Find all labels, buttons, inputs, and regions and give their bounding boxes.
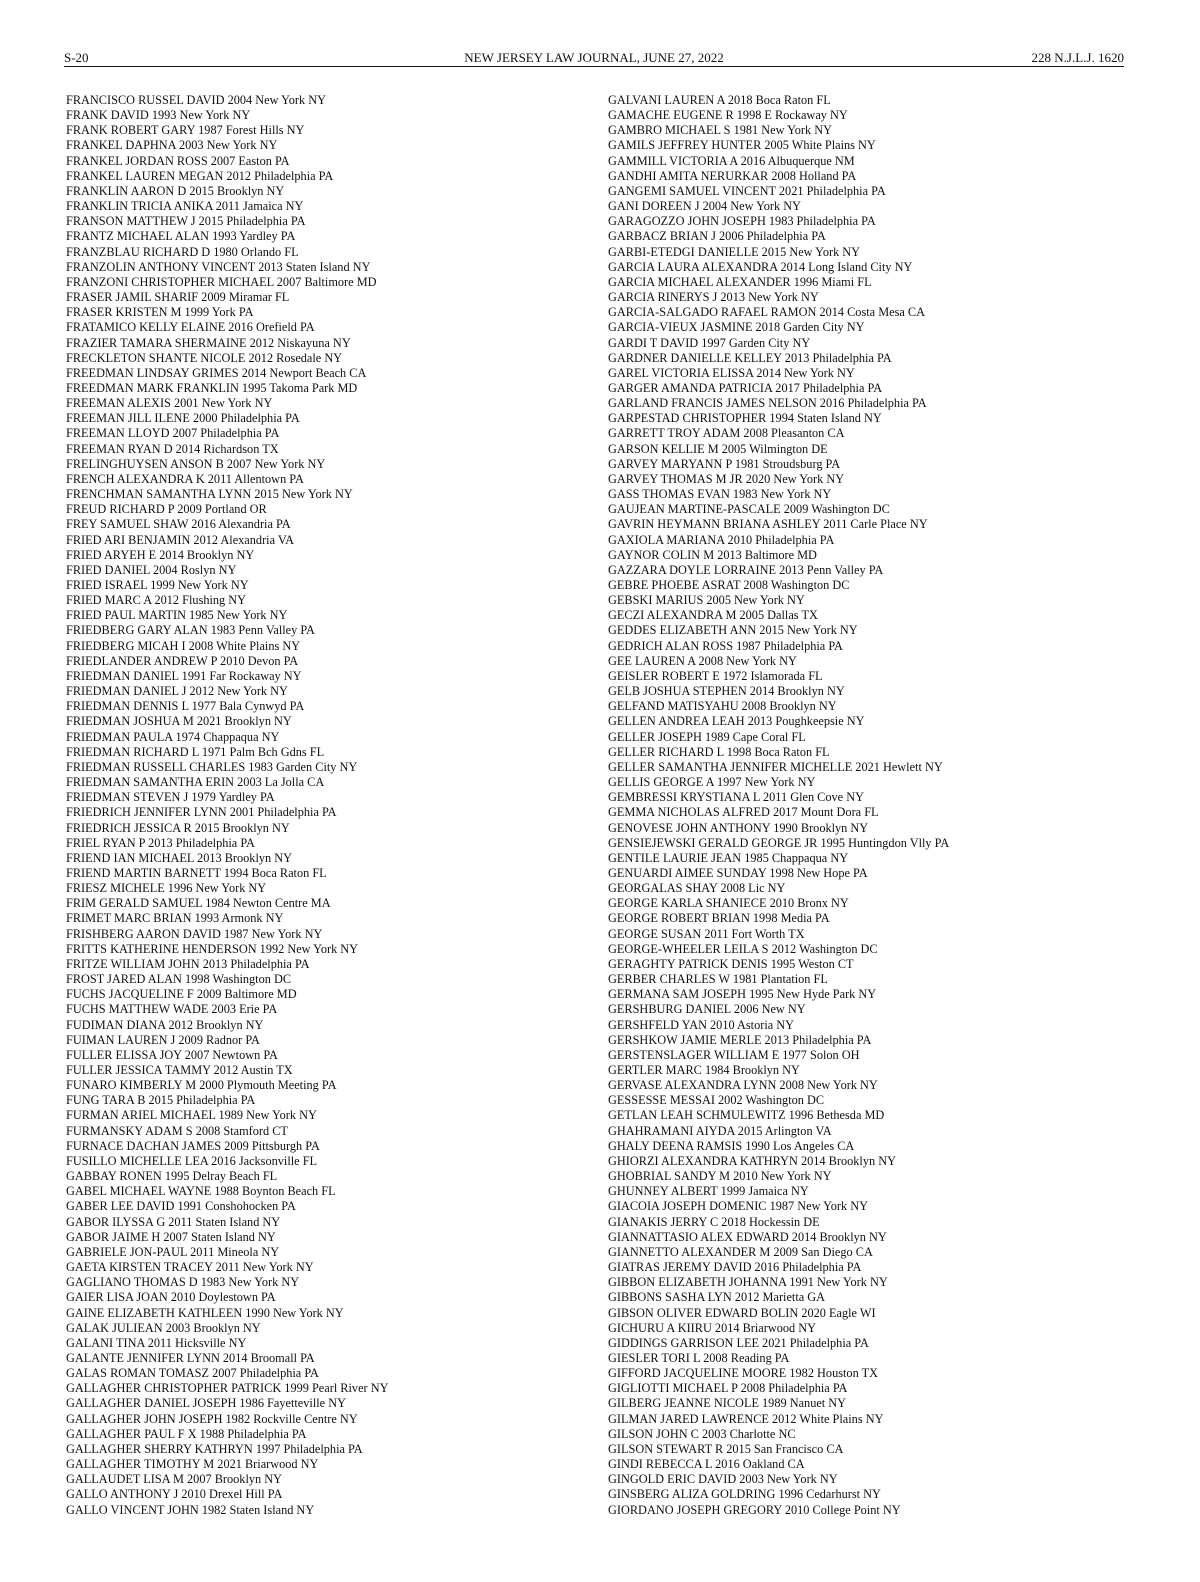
- attorney-entry: FREEDMAN MARK FRANKLIN 1995 Takoma Park MD: [66, 380, 358, 395]
- attorney-entry: FREEDMAN LINDSAY GRIMES 2014 Newport Beach CA: [66, 365, 367, 380]
- attorney-entry: GALLO VINCENT JOHN 1982 Staten Island NY: [66, 1502, 315, 1517]
- attorney-entry: GENUARDI AIMEE SUNDAY 1998 New Hope PA: [608, 865, 868, 880]
- attorney-entry: FRISHBERG AARON DAVID 1987 New York NY: [66, 926, 323, 941]
- attorney-entry: GAMACHE EUGENE R 1998 E Rockaway NY: [608, 108, 848, 123]
- attorney-entry: GALANI TINA 2011 Hicksville NY: [66, 1335, 247, 1350]
- attorney-entry: GELFAND MATISYAHU 2008 Brooklyn NY: [608, 699, 837, 714]
- attorney-entry: GIBBON ELIZABETH JOHANNA 1991 New York NY: [608, 1275, 888, 1290]
- attorney-entry: FRIEDMAN RICHARD L 1971 Palm Bch Gdns FL: [66, 744, 325, 759]
- attorney-entry: GELLEN ANDREA LEAH 2013 Poughkeepsie NY: [608, 714, 865, 729]
- attorney-entry: GAXIOLA MARIANA 2010 Philadelphia PA: [608, 532, 835, 547]
- attorney-entry: GIATRAS JEREMY DAVID 2016 Philadelphia PA: [608, 1260, 862, 1275]
- attorney-entry: GILMAN JARED LAWRENCE 2012 White Plains NY: [608, 1411, 884, 1426]
- attorney-entry: FRANKEL LAUREN MEGAN 2012 Philadelphia PA: [66, 168, 334, 183]
- attorney-entry: GAGLIANO THOMAS D 1983 New York NY: [66, 1275, 300, 1290]
- attorney-entry: FRATAMICO KELLY ELAINE 2016 Orefield PA: [66, 320, 315, 335]
- attorney-entry: GEORGE-WHEELER LEILA S 2012 Washington DC: [608, 941, 878, 956]
- attorney-entry: FURMANSKY ADAM S 2008 Stamford CT: [66, 1123, 288, 1138]
- attorney-entry: FURNACE DACHAN JAMES 2009 Pittsburgh PA: [66, 1138, 320, 1153]
- attorney-entry: GIORDANO JOSEPH GREGORY 2010 College Point NY: [608, 1502, 901, 1517]
- attorney-entry: FRECKLETON SHANTE NICOLE 2012 Rosedale NY: [66, 350, 343, 365]
- attorney-entry: FRELINGHUYSEN ANSON B 2007 New York NY: [66, 456, 326, 471]
- attorney-entry: GEDDES ELIZABETH ANN 2015 New York NY: [608, 623, 858, 638]
- attorney-entry: FRIED DANIEL 2004 Roslyn NY: [66, 562, 237, 577]
- citation: 228 N.J.L.J. 1620: [1031, 50, 1124, 65]
- attorney-entry: FRIED MARC A 2012 Flushing NY: [66, 593, 247, 608]
- attorney-entry: FRIEDBERG GARY ALAN 1983 Penn Valley PA: [66, 623, 315, 638]
- attorney-entry: GERTLER MARC 1984 Brooklyn NY: [608, 1063, 800, 1077]
- attorney-entry: GERBER CHARLES W 1981 Plantation FL: [608, 972, 828, 987]
- attorney-entry: GANDHI AMITA NERURKAR 2008 Holland PA: [608, 168, 857, 183]
- attorney-entry: GIESLER TORI L 2008 Reading PA: [608, 1350, 790, 1365]
- attorney-entry: GELLER RICHARD L 1998 Boca Raton FL: [608, 744, 830, 759]
- attorney-entry: GIANNATTASIO ALEX EDWARD 2014 Brooklyn NY: [608, 1229, 887, 1244]
- attorney-entry: FRANSON MATTHEW J 2015 Philadelphia PA: [66, 214, 306, 229]
- right-column-list: [608, 93, 1128, 1518]
- publication-title: NEW JERSEY LAW JOURNAL, JUNE 27, 2022: [464, 50, 724, 65]
- attorney-entry: GEMMA NICHOLAS ALFRED 2017 Mount Dora FL: [608, 805, 879, 820]
- attorney-entry: FRASER JAMIL SHARIF 2009 Miramar FL: [66, 290, 290, 305]
- attorney-entry: GIFFORD JACQUELINE MOORE 1982 Houston TX: [608, 1366, 878, 1381]
- attorney-entry: FUNG TARA B 2015 Philadelphia PA: [66, 1093, 256, 1108]
- attorney-entry: FRIEDBERG MICAH I 2008 White Plains NY: [66, 638, 301, 653]
- attorney-entry: FRENCH ALEXANDRA K 2011 Allentown PA: [66, 471, 304, 486]
- attorney-entry: FRANKLIN AARON D 2015 Brooklyn NY: [66, 183, 285, 198]
- attorney-entry: GARBI-ETEDGI DANIELLE 2015 New York NY: [608, 244, 861, 259]
- attorney-entry: FRIEDRICH JESSICA R 2015 Brooklyn NY: [66, 820, 290, 835]
- attorney-entry: GABBAY RONEN 1995 Delray Beach FL: [66, 1169, 278, 1184]
- attorney-entry: FULLER JESSICA TAMMY 2012 Austin TX: [66, 1063, 293, 1077]
- attorney-entry: GALAK JULIEAN 2003 Brooklyn NY: [66, 1320, 261, 1335]
- attorney-entry: GINDI REBECCA L 2016 Oakland CA: [608, 1457, 805, 1472]
- attorney-entry: GESSESSE MESSAI 2002 Washington DC: [608, 1093, 825, 1108]
- attorney-entry: GAIER LISA JOAN 2010 Doylestown PA: [66, 1290, 276, 1305]
- attorney-entry: GALAS ROMAN TOMASZ 2007 Philadelphia PA: [66, 1366, 319, 1381]
- attorney-entry: FRIEDMAN RUSSELL CHARLES 1983 Garden City NY: [66, 759, 358, 774]
- attorney-entry: GARDI T DAVID 1997 Garden City NY: [608, 335, 811, 350]
- attorney-entry: FUCHS JACQUELINE F 2009 Baltimore MD: [66, 987, 297, 1002]
- attorney-entry: GHUNNEY ALBERT 1999 Jamaica NY: [608, 1184, 809, 1199]
- attorney-entry: FRIED PAUL MARTIN 1985 New York NY: [66, 608, 288, 623]
- attorney-entry: GERSHFELD YAN 2010 Astoria NY: [608, 1017, 795, 1032]
- attorney-entry: GEISLER ROBERT E 1972 Islamorada FL: [608, 668, 823, 683]
- attorney-entry: GAETA KIRSTEN TRACEY 2011 New York NY: [66, 1260, 314, 1275]
- attorney-entry: GENTILE LAURIE JEAN 1985 Chappaqua NY: [608, 850, 849, 865]
- attorney-entry: FRIEND IAN MICHAEL 2013 Brooklyn NY: [66, 850, 293, 865]
- attorney-entry: GALLAGHER SHERRY KATHRYN 1997 Philadelphia PA: [66, 1441, 363, 1456]
- attorney-entry: GILBERG JEANNE NICOLE 1989 Nanuet NY: [608, 1396, 847, 1411]
- attorney-entry: GENSIEJEWSKI GERALD GEORGE JR 1995 Huntingdon Vlly PA: [608, 835, 950, 850]
- attorney-entry: GALLAGHER DANIEL JOSEPH 1986 Fayetteville NY: [66, 1396, 346, 1411]
- attorney-entry: GALLO ANTHONY J 2010 Drexel Hill PA: [66, 1487, 283, 1502]
- attorney-entry: FRANKEL DAPHNA 2003 New York NY: [66, 138, 278, 153]
- attorney-entry: GARCIA-VIEUX JASMINE 2018 Garden City NY: [608, 320, 865, 335]
- attorney-entry: FRIEDMAN PAULA 1974 Chappaqua NY: [66, 729, 280, 744]
- attorney-entry: GARCIA LAURA ALEXANDRA 2014 Long Island City NY: [608, 259, 913, 274]
- attorney-entry: FREUD RICHARD P 2009 Portland OR: [66, 502, 267, 517]
- attorney-entry: GERVASE ALEXANDRA LYNN 2008 New York NY: [608, 1078, 878, 1093]
- attorney-entry: GEBRE PHOEBE ASRAT 2008 Washington DC: [608, 578, 850, 592]
- attorney-entry: FURMAN ARIEL MICHAEL 1989 New York NY: [66, 1108, 317, 1123]
- attorney-entry: FRIED ARYEH E 2014 Brooklyn NY: [66, 547, 255, 562]
- attorney-entry: GIACOIA JOSEPH DOMENIC 1987 New York NY: [608, 1199, 868, 1214]
- attorney-entry: GHOBRIAL SANDY M 2010 New York NY: [608, 1169, 832, 1184]
- left-column-list: [66, 93, 586, 1518]
- attorney-entry: FRIEND MARTIN BARNETT 1994 Boca Raton FL: [66, 865, 327, 880]
- attorney-entry: FRANK DAVID 1993 New York NY: [66, 108, 251, 123]
- attorney-entry: FRIMET MARC BRIAN 1993 Armonk NY: [66, 911, 284, 926]
- attorney-entry: GEMBRESSI KRYSTIANA L 2011 Glen Cove NY: [608, 790, 864, 805]
- attorney-entry: GHALY DEENA RAMSIS 1990 Los Angeles CA: [608, 1138, 855, 1153]
- attorney-entry: FRIEDMAN DANIEL 1991 Far Rockaway NY: [66, 668, 302, 683]
- attorney-entry: FUCHS MATTHEW WADE 2003 Erie PA: [66, 1002, 278, 1017]
- attorney-entry: GARCIA RINERYS J 2013 New York NY: [608, 290, 819, 305]
- attorney-entry: GABOR ILYSSA G 2011 Staten Island NY: [66, 1214, 281, 1229]
- attorney-entry: GENOVESE JOHN ANTHONY 1990 Brooklyn NY: [608, 820, 869, 835]
- attorney-entry: GIGLIOTTI MICHAEL P 2008 Philadelphia PA: [608, 1381, 848, 1396]
- attorney-entry: GELLER SAMANTHA JENNIFER MICHELLE 2021 Hewlett NY: [608, 759, 943, 774]
- attorney-entry: FRITTS KATHERINE HENDERSON 1992 New York NY: [66, 941, 359, 956]
- attorney-entry: FRIEDMAN DENNIS L 1977 Bala Cynwyd PA: [66, 699, 305, 714]
- attorney-entry: FUSILLO MICHELLE LEA 2016 Jacksonville FL: [66, 1153, 318, 1168]
- attorney-entry: GECZI ALEXANDRA M 2005 Dallas TX: [608, 608, 818, 623]
- attorney-entry: FRIEDMAN SAMANTHA ERIN 2003 La Jolla CA: [66, 775, 325, 790]
- attorney-entry: GICHURU A KIIRU 2014 Briarwood NY: [608, 1320, 817, 1335]
- attorney-entry: GARVEY THOMAS M JR 2020 New York NY: [608, 471, 845, 486]
- attorney-entry: FRANTZ MICHAEL ALAN 1993 Yardley PA: [66, 229, 296, 244]
- attorney-entry: FRIEDMAN DANIEL J 2012 New York NY: [66, 684, 288, 699]
- attorney-entry: GARCIA-SALGADO RAFAEL RAMON 2014 Costa Mesa CA: [608, 305, 925, 320]
- attorney-entry: GERSHKOW JAMIE MERLE 2013 Philadelphia PA: [608, 1032, 872, 1047]
- attorney-entry: GERAGHTY PATRICK DENIS 1995 Weston CT: [608, 956, 854, 971]
- attorney-entry: GARSON KELLIE M 2005 Wilmington DE: [608, 441, 828, 456]
- attorney-entry: GERMANA SAM JOSEPH 1995 New Hyde Park NY: [608, 987, 877, 1002]
- attorney-entry: GAZZARA DOYLE LORRAINE 2013 Penn Valley PA: [608, 562, 884, 577]
- attorney-entry: GILSON JOHN C 2003 Charlotte NC: [608, 1426, 796, 1441]
- attorney-entry: FRIEDLANDER ANDREW P 2010 Devon PA: [66, 653, 299, 668]
- attorney-entry: GARAGOZZO JOHN JOSEPH 1983 Philadelphia PA: [608, 214, 876, 229]
- attorney-entry: GAREL VICTORIA ELISSA 2014 New York NY: [608, 365, 855, 380]
- attorney-entry: GHIORZI ALEXANDRA KATHRYN 2014 Brooklyn NY: [608, 1153, 896, 1168]
- attorney-entry: FREEMAN LLOYD 2007 Philadelphia PA: [66, 426, 280, 441]
- attorney-entry: FRIEDRICH JENNIFER LYNN 2001 Philadelphia PA: [66, 805, 337, 820]
- attorney-entry: FRIED ARI BENJAMIN 2012 Alexandria VA: [66, 532, 295, 547]
- attorney-entry: FREY SAMUEL SHAW 2016 Alexandria PA: [66, 517, 291, 532]
- attorney-entry: FRIESZ MICHELE 1996 New York NY: [66, 881, 267, 896]
- attorney-entry: GARPESTAD CHRISTOPHER 1994 Staten Island NY: [608, 411, 882, 426]
- attorney-entry: GALLAGHER CHRISTOPHER PATRICK 1999 Pearl River NY: [66, 1381, 389, 1396]
- attorney-entry: GABEL MICHAEL WAYNE 1988 Boynton Beach FL: [66, 1184, 336, 1199]
- attorney-entry: GARLAND FRANCIS JAMES NELSON 2016 Philadelphia PA: [608, 396, 927, 411]
- attorney-entry: GARBACZ BRIAN J 2006 Philadelphia PA: [608, 229, 826, 244]
- attorney-entry: GAYNOR COLIN M 2013 Baltimore MD: [608, 547, 817, 562]
- attorney-entry: FULLER ELISSA JOY 2007 Newtown PA: [66, 1047, 278, 1062]
- attorney-entry: GALLAGHER JOHN JOSEPH 1982 Rockville Centre NY: [66, 1411, 358, 1426]
- attorney-entry: GARCIA MICHAEL ALEXANDER 1996 Miami FL: [608, 274, 872, 289]
- attorney-entry: FRENCHMAN SAMANTHA LYNN 2015 New York NY: [66, 487, 353, 502]
- attorney-entry: FRIM GERALD SAMUEL 1984 Newton Centre MA: [66, 896, 331, 911]
- attorney-entry: GEDRICH ALAN ROSS 1987 Philadelphia PA: [608, 638, 843, 653]
- attorney-entry: GALLAGHER PAUL F X 1988 Philadelphia PA: [66, 1426, 307, 1441]
- attorney-entry: GALVANI LAUREN A 2018 Boca Raton FL: [608, 93, 831, 107]
- attorney-entry: GAMBRO MICHAEL S 1981 New York NY: [608, 123, 832, 138]
- attorney-entry: GALLAGHER TIMOTHY M 2021 Briarwood NY: [66, 1457, 319, 1472]
- attorney-entry: FREEMAN ALEXIS 2001 New York NY: [66, 396, 273, 411]
- attorney-entry: FRANZOLIN ANTHONY VINCENT 2013 Staten Island NY: [66, 259, 371, 274]
- attorney-entry: FREEMAN RYAN D 2014 Richardson TX: [66, 441, 279, 456]
- attorney-entry: GEORGALAS SHAY 2008 Lic NY: [608, 881, 786, 896]
- attorney-entry: GEORGE KARLA SHANIECE 2010 Bronx NY: [608, 896, 849, 911]
- attorney-entry: GIDDINGS GARRISON LEE 2021 Philadelphia PA: [608, 1335, 869, 1350]
- attorney-entry: GEBSKI MARIUS 2005 New York NY: [608, 593, 805, 608]
- attorney-entry: FREEMAN JILL ILENE 2000 Philadelphia PA: [66, 411, 300, 426]
- attorney-entry: GAVRIN HEYMANN BRIANA ASHLEY 2011 Carle Place NY: [608, 517, 928, 532]
- attorney-entry: FRIEDMAN JOSHUA M 2021 Brooklyn NY: [66, 714, 292, 729]
- attorney-entry: GALLAUDET LISA M 2007 Brooklyn NY: [66, 1472, 282, 1487]
- attorney-entry: FRAZIER TAMARA SHERMAINE 2012 Niskayuna NY: [66, 335, 351, 350]
- page-number: S-20: [64, 50, 89, 65]
- attorney-entry: FRASER KRISTEN M 1999 York PA: [66, 305, 254, 320]
- attorney-entry: GABOR JAIME H 2007 Staten Island NY: [66, 1229, 276, 1244]
- attorney-entry: FRIED ISRAEL 1999 New York NY: [66, 578, 249, 592]
- attorney-entry: GIANAKIS JERRY C 2018 Hockessin DE: [608, 1214, 820, 1229]
- attorney-entry: FUNARO KIMBERLY M 2000 Plymouth Meeting PA: [66, 1078, 337, 1093]
- attorney-entry: FROST JARED ALAN 1998 Washington DC: [66, 972, 292, 987]
- attorney-entry: FRANZBLAU RICHARD D 1980 Orlando FL: [66, 244, 299, 259]
- attorney-entry: GEORGE SUSAN 2011 Fort Worth TX: [608, 926, 805, 941]
- attorney-entry: FUDIMAN DIANA 2012 Brooklyn NY: [66, 1017, 264, 1032]
- attorney-entry: GIBBONS SASHA LYN 2012 Marietta GA: [608, 1290, 826, 1305]
- attorney-entry: FRIEL RYAN P 2013 Philadelphia PA: [66, 835, 255, 850]
- attorney-entry: GINGOLD ERIC DAVID 2003 New York NY: [608, 1472, 838, 1487]
- attorney-entry: FUIMAN LAUREN J 2009 Radnor PA: [66, 1032, 260, 1047]
- attorney-entry: GELLIS GEORGE A 1997 New York NY: [608, 775, 816, 790]
- attorney-entry: GAINE ELIZABETH KATHLEEN 1990 New York NY: [66, 1305, 344, 1320]
- attorney-entry: GERSHBURG DANIEL 2006 New NY: [608, 1002, 806, 1017]
- attorney-entry: GARVEY MARYANN P 1981 Stroudsburg PA: [608, 456, 841, 471]
- attorney-entry: GABRIELE JON-PAUL 2011 Mineola NY: [66, 1244, 280, 1259]
- attorney-entry: FRANZONI CHRISTOPHER MICHAEL 2007 Baltimore MD: [66, 274, 377, 289]
- attorney-entry: GELLER JOSEPH 1989 Cape Coral FL: [608, 729, 806, 744]
- attorney-entry: FRITZE WILLIAM JOHN 2013 Philadelphia PA: [66, 956, 310, 971]
- attorney-entry: GEORGE ROBERT BRIAN 1998 Media PA: [608, 911, 830, 926]
- attorney-entry: GELB JOSHUA STEPHEN 2014 Brooklyn NY: [608, 684, 845, 699]
- attorney-entry: FRANCISCO RUSSEL DAVID 2004 New York NY: [66, 93, 326, 107]
- attorney-entry: GABER LEE DAVID 1991 Conshohocken PA: [66, 1199, 296, 1214]
- attorney-entry: GARRETT TROY ADAM 2008 Pleasanton CA: [608, 426, 845, 441]
- attorney-entry: FRANKEL JORDAN ROSS 2007 Easton PA: [66, 153, 290, 168]
- attorney-entry: GHAHRAMANI AIYDA 2015 Arlington VA: [608, 1123, 832, 1138]
- attorney-entry: GAMMILL VICTORIA A 2016 Albuquerque NM: [608, 153, 855, 168]
- attorney-entry: GERSTENSLAGER WILLIAM E 1977 Solon OH: [608, 1047, 860, 1062]
- attorney-entry: GIANNETTO ALEXANDER M 2009 San Diego CA: [608, 1244, 873, 1259]
- attorney-entry: GANGEMI SAMUEL VINCENT 2021 Philadelphia PA: [608, 183, 886, 198]
- attorney-entry: GARGER AMANDA PATRICIA 2017 Philadelphia PA: [608, 380, 883, 395]
- page-header: [64, 50, 1124, 67]
- attorney-entry: FRIEDMAN STEVEN J 1979 Yardley PA: [66, 790, 275, 805]
- attorney-entry: GETLAN LEAH SCHMULEWITZ 1996 Bethesda MD: [608, 1108, 885, 1123]
- attorney-entry: FRANK ROBERT GARY 1987 Forest Hills NY: [66, 123, 305, 138]
- attorney-entry: GIBSON OLIVER EDWARD BOLIN 2020 Eagle WI: [608, 1305, 876, 1320]
- attorney-entry: GAMILS JEFFREY HUNTER 2005 White Plains NY: [608, 138, 876, 153]
- attorney-entry: GILSON STEWART R 2015 San Francisco CA: [608, 1441, 844, 1456]
- attorney-entry: GANI DOREEN J 2004 New York NY: [608, 199, 801, 214]
- attorney-entry: GALANTE JENNIFER LYNN 2014 Broomall PA: [66, 1350, 315, 1365]
- attorney-entry: GASS THOMAS EVAN 1983 New York NY: [608, 487, 832, 502]
- attorney-entry: GEE LAUREN A 2008 New York NY: [608, 653, 797, 668]
- attorney-entry: GARDNER DANIELLE KELLEY 2013 Philadelphia PA: [608, 350, 892, 365]
- attorney-entry: GAUJEAN MARTINE-PASCALE 2009 Washington DC: [608, 502, 890, 517]
- attorney-entry: FRANKLIN TRICIA ANIKA 2011 Jamaica NY: [66, 199, 304, 214]
- attorney-entry: GINSBERG ALIZA GOLDRING 1996 Cedarhurst NY: [608, 1487, 881, 1502]
